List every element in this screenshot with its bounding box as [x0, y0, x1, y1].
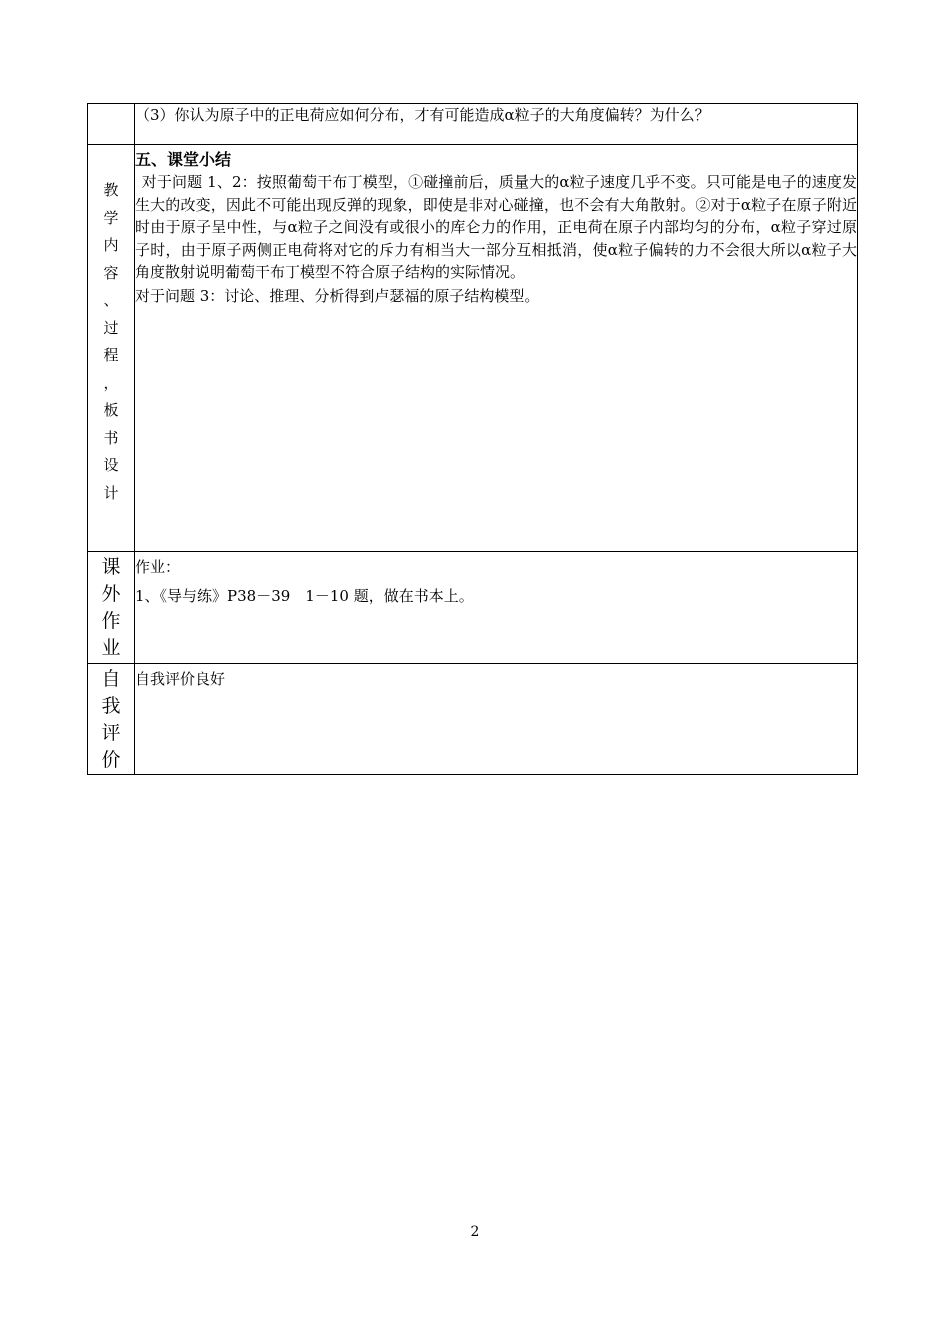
question3-text: （3）你认为原子中的正电荷应如何分布，才有可能造成α粒子的大角度偏转？为什么？ [135, 106, 710, 124]
table-row-self-evaluation [88, 664, 858, 775]
table-row-homework [88, 552, 858, 664]
self-evaluation-label [88, 664, 134, 774]
label-char: 价 [101, 749, 121, 771]
label-char: 板 [103, 401, 119, 419]
empty-label-cell [88, 104, 135, 145]
label-char: 过 [103, 318, 119, 337]
section-title: 五、课堂小结 [135, 150, 232, 169]
teaching-content-label-cell [88, 145, 135, 552]
self-evaluation-cell [135, 664, 858, 775]
teaching-content-cell [135, 145, 858, 552]
label-char: 计 [103, 483, 119, 502]
teaching-content-label [88, 145, 134, 507]
homework-line-2: 1、《导与练》P38－39 1－10 题，做在书本上。 [135, 586, 474, 605]
label-char: 课 [101, 556, 121, 578]
self-evaluation-label-cell [88, 664, 135, 775]
homework-cell [135, 552, 858, 664]
label-char: 评 [101, 722, 121, 744]
label-char: 教 [103, 181, 119, 199]
label-char: 、 [103, 291, 119, 309]
label-char: 学 [103, 208, 119, 227]
table-row-question3 [88, 104, 858, 145]
page-number: 2 [470, 1224, 480, 1240]
label-char: 程 [103, 346, 119, 364]
label-char: 设 [103, 456, 119, 474]
summary-paragraph-2: 对于问题 3：讨论、推理、分析得到卢瑟福的原子结构模型。 [135, 286, 540, 305]
question3-cell [135, 104, 858, 145]
homework-line-1: 作业： [135, 558, 181, 576]
label-char: 自 [101, 668, 121, 690]
label-char: 容 [103, 263, 119, 282]
label-char: 外 [101, 583, 121, 605]
lesson-plan-table [87, 103, 858, 775]
table-row-teaching-content [88, 145, 858, 552]
homework-label [88, 552, 134, 662]
label-char: 书 [103, 428, 119, 447]
label-char: 业 [101, 637, 121, 659]
summary-paragraph-1: 对于问题 1、2：按照葡萄干布丁模型，①碰撞前后，质量大的α粒子速度几乎不变。只可能是电子的速度发生大的改变，因此不可能出现反弹的现象，即使是非对心碰撞，也不会有大角散射。②对于α粒子在原子附近时由于原子呈中性，与α粒子之间没有或很小的库仑力的作用，正电荷在原子内部均匀的分布，α粒子穿过原子时，由于原子两侧正电荷将对它的斥力有相当大一部分互相抵消，使α粒子偏转的力不会很大所以α粒子大角度散射说明葡萄干布丁模型不符合原子结构的实际情况。 [135, 173, 857, 281]
label-char: ， [103, 373, 119, 392]
homework-label-cell [88, 552, 135, 664]
label-char: 作 [101, 610, 121, 632]
label-char: 我 [101, 695, 121, 717]
label-char: 内 [103, 236, 119, 254]
self-evaluation-text: 自我评价良好 [135, 670, 226, 688]
